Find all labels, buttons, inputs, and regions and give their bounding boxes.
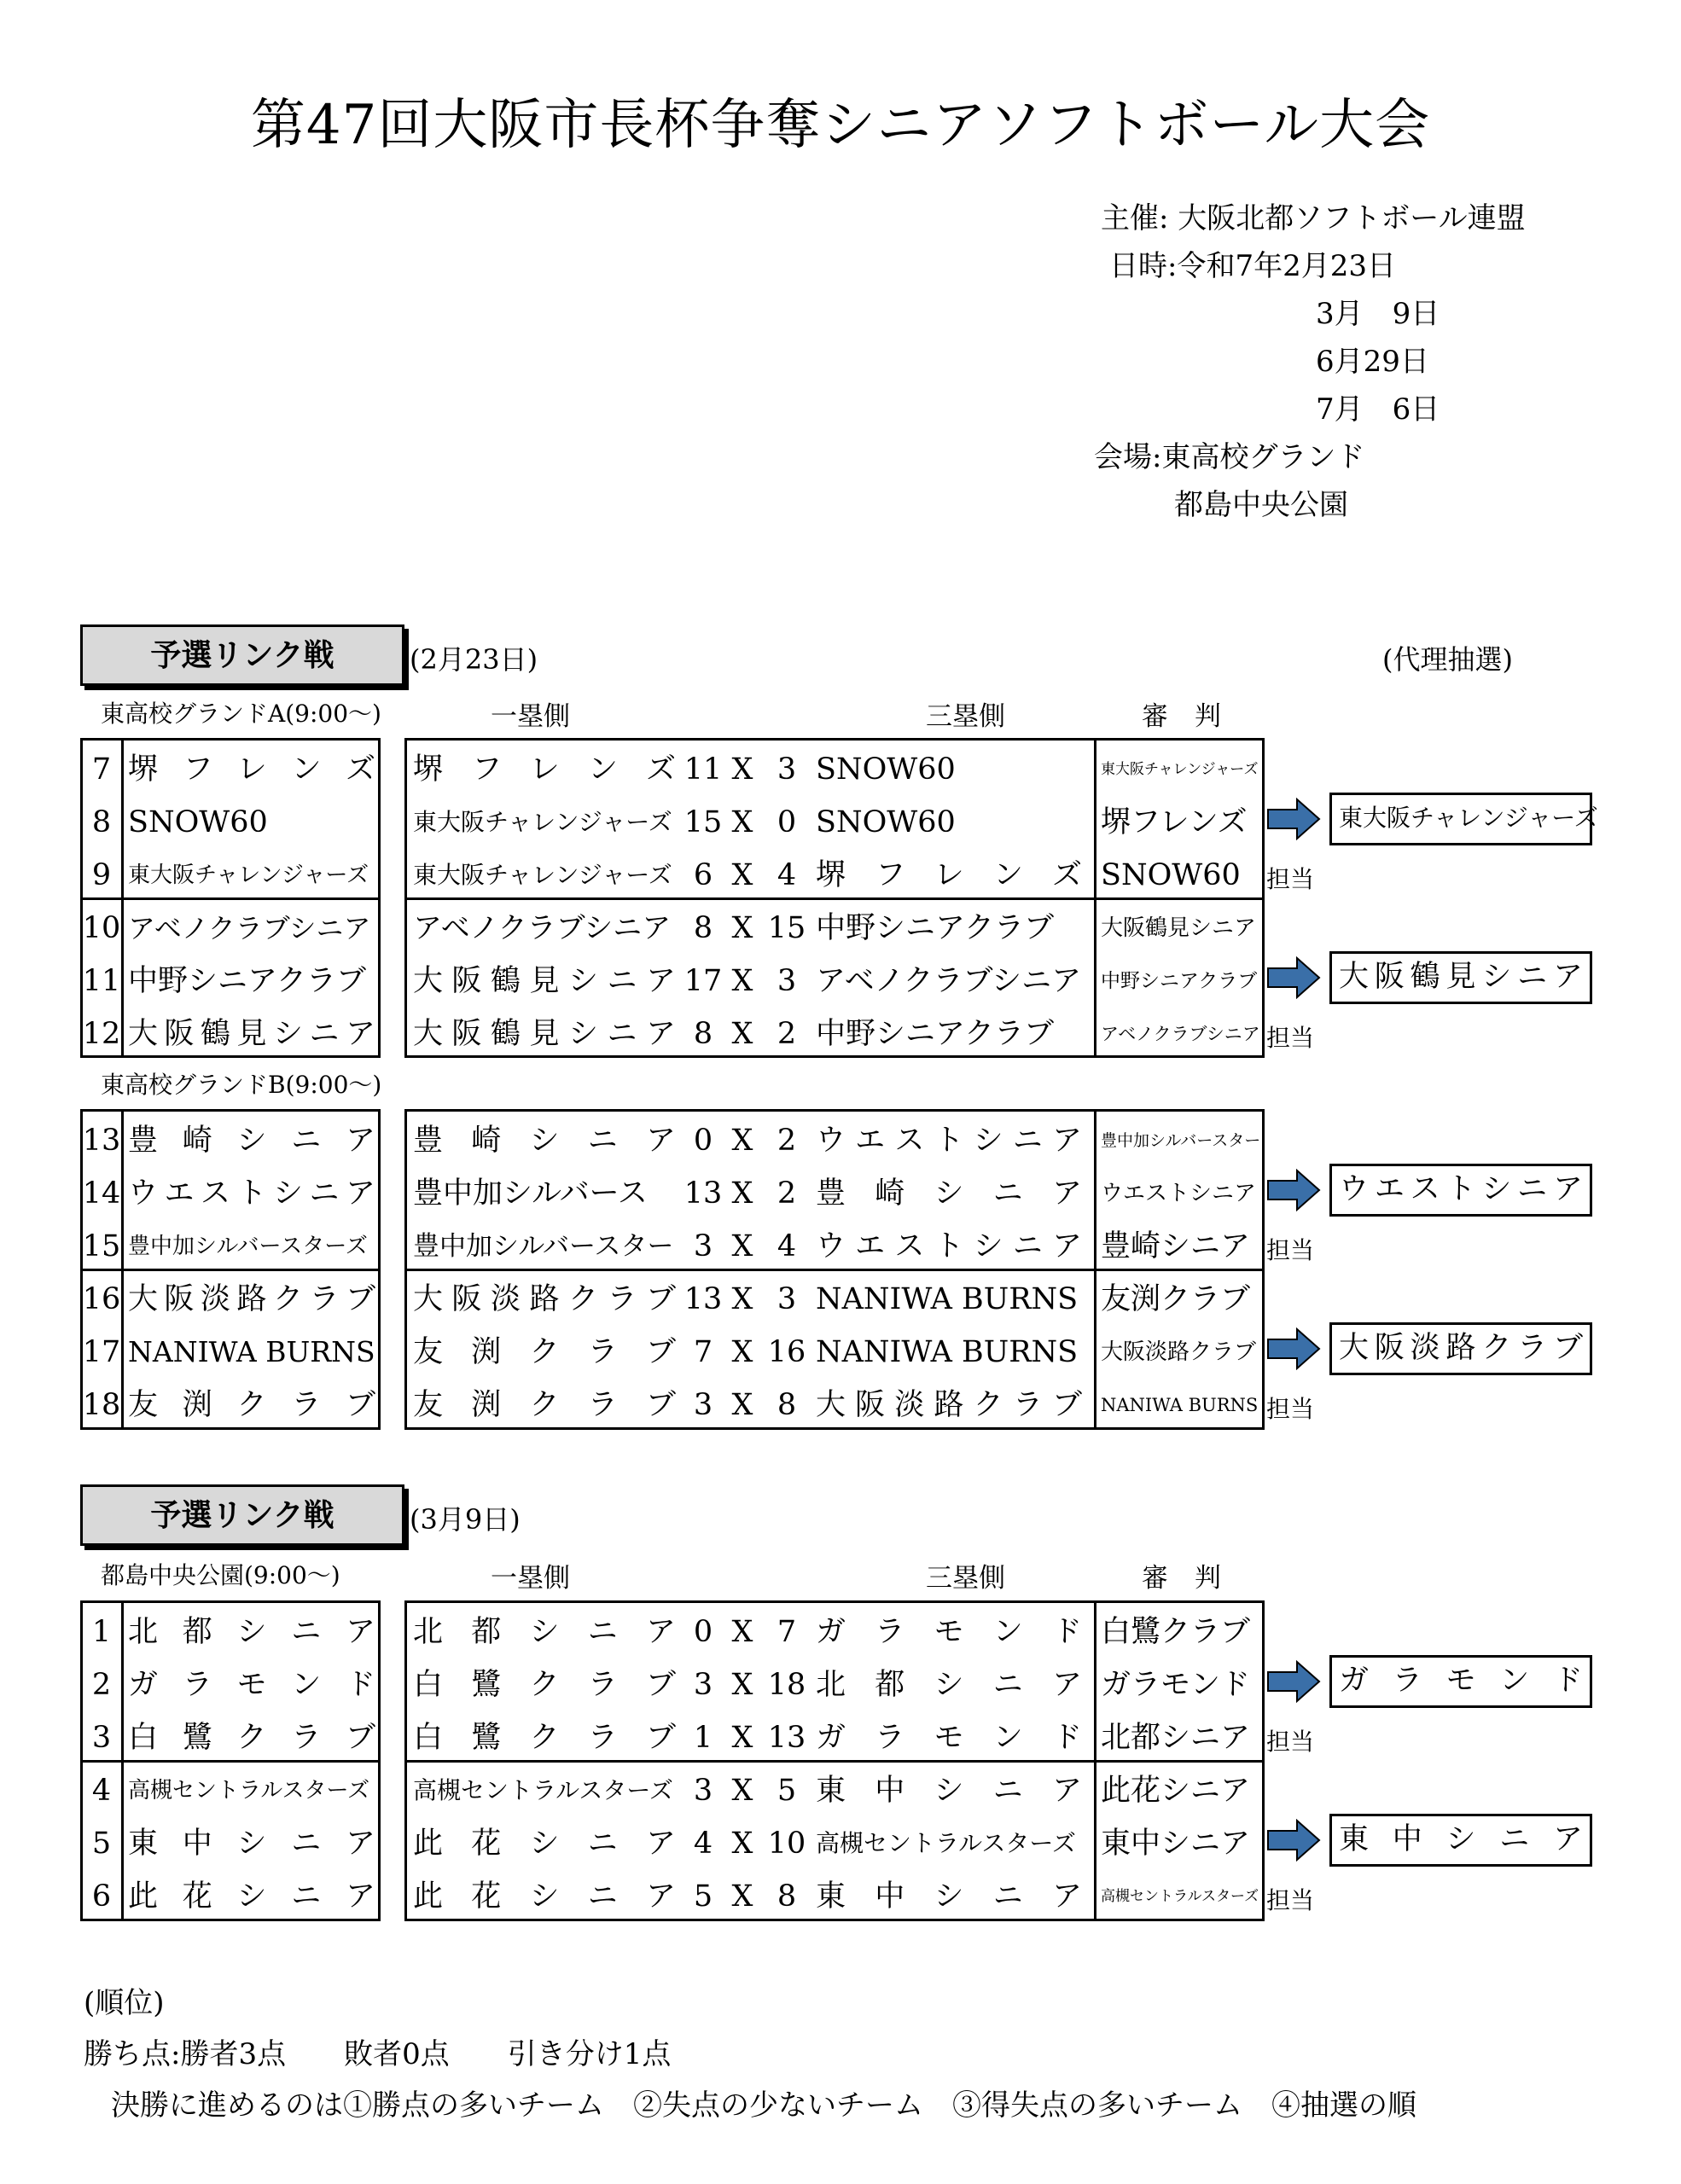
- third-base-score: 3: [777, 964, 797, 998]
- versus-mark: X: [731, 1388, 753, 1422]
- venue-1: 会場:東高校グランド: [1094, 440, 1365, 474]
- first-base-score: 17: [683, 964, 723, 998]
- third-base-score: 8: [777, 1388, 797, 1422]
- team-number: 2: [91, 1668, 112, 1702]
- first-base-team: 大阪淡路クラブ: [413, 1282, 676, 1316]
- umpire-team: 高槻セントラルスターズ: [1101, 1888, 1259, 1905]
- umpire-team: 友渕クラブ: [1101, 1282, 1251, 1316]
- team-number: 15: [82, 1229, 121, 1263]
- versus-mark: X: [731, 1229, 753, 1263]
- third-base-team: ウエストシニア: [816, 1229, 1082, 1263]
- versus-mark: X: [731, 805, 753, 839]
- third-base-team: NANIWA BURNS: [816, 1335, 1079, 1369]
- versus-mark: X: [731, 1879, 753, 1914]
- umpire-team: 東中シニア: [1101, 1827, 1251, 1861]
- ranking-heading: (順位): [84, 1986, 165, 2020]
- third-base-score: 18: [767, 1668, 806, 1702]
- third-base-team: 堺フレンズ: [816, 858, 1082, 892]
- venue-name: 東高校グランドA(9:00～): [101, 700, 381, 728]
- versus-mark: X: [731, 1282, 753, 1316]
- team-number: 17: [82, 1335, 121, 1369]
- third-base-score: 3: [777, 752, 797, 787]
- group-winner: 大阪淡路クラブ: [1329, 1322, 1592, 1375]
- versus-mark: X: [731, 1615, 753, 1649]
- umpire-team: 豊崎シニア: [1101, 1229, 1251, 1263]
- third-base-team: 豊崎シニア: [816, 1176, 1082, 1211]
- umpire-team: 大阪鶴見シニア: [1101, 915, 1257, 941]
- team-number: 9: [91, 858, 112, 892]
- umpire-team: NANIWA BURNS: [1101, 1395, 1259, 1415]
- first-base-header: 一塁側: [491, 701, 570, 732]
- team-name: SNOW60: [128, 805, 268, 839]
- umpire-header: 審 判: [1142, 1563, 1221, 1594]
- third-base-score: 8: [777, 1879, 797, 1914]
- first-base-score: 8: [693, 911, 713, 945]
- versus-mark: X: [731, 858, 753, 892]
- first-base-team: 豊中加シルバースター: [413, 1231, 674, 1262]
- umpire-team: アベノクラブシニア: [1101, 1024, 1260, 1044]
- team-name: 高槻セントラルスターズ: [128, 1778, 370, 1804]
- group-winner: 大阪鶴見シニア: [1329, 951, 1592, 1004]
- first-base-team: 豊中加シルバース: [413, 1176, 648, 1211]
- arrow-right-icon: [1266, 1660, 1321, 1703]
- team-number: 6: [91, 1879, 112, 1914]
- versus-mark: X: [731, 752, 753, 787]
- third-base-team: ガラモンド: [816, 1615, 1082, 1649]
- stage-date: (3月9日): [410, 1503, 521, 1536]
- points-rule: 勝ち点:勝者3点 敗者0点 引き分け1点: [84, 2037, 672, 2071]
- umpire-team: ガラモンド: [1101, 1668, 1251, 1702]
- versus-mark: X: [731, 964, 753, 998]
- third-base-score: 4: [777, 858, 797, 892]
- arrow-right-icon: [1266, 1819, 1321, 1862]
- third-base-score: 0: [777, 805, 797, 839]
- third-base-score: 7: [777, 1615, 797, 1649]
- third-base-header: 三塁側: [926, 701, 1005, 732]
- team-name: 豊中加シルバースターズ: [128, 1234, 368, 1259]
- first-base-team: 東大阪チャレンジャーズ: [413, 861, 672, 889]
- third-base-team: SNOW60: [816, 805, 956, 839]
- group-winner: 東中シニア: [1329, 1814, 1592, 1867]
- umpire-team: 中野シニアクラブ: [1101, 970, 1258, 992]
- versus-mark: X: [731, 1124, 753, 1158]
- stage-label: 予選リンク戦: [80, 624, 404, 686]
- first-base-score: 4: [693, 1827, 713, 1861]
- versus-mark: X: [731, 1668, 753, 1702]
- first-base-score: 0: [693, 1615, 713, 1649]
- first-base-team: 友渕クラブ: [413, 1335, 676, 1369]
- third-base-score: 3: [777, 1282, 797, 1316]
- stage-date: (2月23日): [410, 643, 538, 676]
- first-base-score: 1: [693, 1721, 713, 1755]
- date-1: 日時:令和7年2月23日: [1109, 249, 1396, 283]
- draw-note: (代理抽選): [1382, 643, 1513, 676]
- first-base-team: 大阪鶴見シニア: [413, 1017, 676, 1051]
- team-name: 此花シニア: [128, 1879, 375, 1914]
- team-name: NANIWA BURNS: [128, 1335, 375, 1368]
- umpire-team: 堺フレンズ: [1101, 805, 1248, 839]
- third-base-team: 中野シニアクラブ: [816, 1017, 1054, 1051]
- in-charge-label: 担当: [1266, 1395, 1315, 1423]
- team-number: 10: [82, 911, 121, 945]
- team-number: 1: [91, 1615, 112, 1649]
- umpire-team: 大阪淡路クラブ: [1101, 1339, 1257, 1365]
- third-base-score: 2: [777, 1124, 797, 1158]
- versus-mark: X: [731, 1176, 753, 1211]
- team-name: 友渕クラブ: [128, 1388, 375, 1422]
- team-name: 大阪淡路クラブ: [128, 1282, 375, 1316]
- third-base-score: 15: [767, 911, 806, 945]
- first-base-score: 6: [693, 858, 713, 892]
- first-base-team: アベノクラブシニア: [413, 911, 672, 945]
- first-base-score: 7: [693, 1335, 713, 1369]
- team-number: 4: [91, 1774, 112, 1808]
- first-base-score: 3: [693, 1774, 713, 1808]
- versus-mark: X: [731, 1017, 753, 1051]
- group-winner: ウエストシニア: [1329, 1164, 1592, 1217]
- date-3: 6月29日: [1316, 345, 1429, 379]
- team-number: 14: [82, 1176, 121, 1211]
- team-number: 3: [91, 1721, 112, 1755]
- team-name: 北都シニア: [128, 1615, 375, 1649]
- third-base-team: アベノクラブシニア: [816, 964, 1082, 998]
- date-2: 3月 9日: [1316, 297, 1440, 331]
- first-base-team: 東大阪チャレンジャーズ: [413, 808, 672, 836]
- team-number: 13: [82, 1124, 121, 1158]
- third-base-team: NANIWA BURNS: [816, 1282, 1079, 1316]
- stage-label: 予選リンク戦: [80, 1484, 404, 1546]
- team-name: 東中シニア: [128, 1827, 375, 1861]
- first-base-score: 5: [693, 1879, 713, 1914]
- third-base-team: 東中シニア: [816, 1774, 1082, 1808]
- third-base-team: 高槻セントラルスターズ: [816, 1829, 1076, 1857]
- team-name: 大阪鶴見シニア: [128, 1017, 375, 1051]
- first-base-team: 豊崎シニア: [413, 1124, 676, 1158]
- umpire-header: 審 判: [1142, 701, 1221, 732]
- arrow-right-icon: [1266, 1169, 1321, 1211]
- venue-name: 東高校グランドB(9:00～): [101, 1071, 382, 1099]
- team-number: 5: [91, 1827, 112, 1861]
- third-base-team: 北都シニア: [816, 1668, 1082, 1702]
- team-name: ウエストシニア: [128, 1176, 375, 1211]
- umpire-team: SNOW60: [1101, 858, 1241, 892]
- first-base-score: 8: [693, 1017, 713, 1051]
- in-charge-label: 担当: [1266, 1728, 1315, 1756]
- organizer: 主催: 大阪北都ソフトボール連盟: [1101, 201, 1526, 235]
- first-base-score: 0: [693, 1124, 713, 1158]
- third-base-score: 4: [777, 1229, 797, 1263]
- team-number: 12: [82, 1017, 121, 1051]
- first-base-team: 此花シニア: [413, 1879, 676, 1914]
- group-winner: ガラモンド: [1329, 1655, 1592, 1708]
- first-base-score: 13: [683, 1176, 723, 1211]
- versus-mark: X: [731, 1827, 753, 1861]
- first-base-score: 3: [693, 1388, 713, 1422]
- first-base-header: 一塁側: [491, 1563, 570, 1594]
- first-base-team: 高槻セントラルスターズ: [413, 1776, 673, 1804]
- team-number: 16: [82, 1282, 121, 1316]
- third-base-header: 三塁側: [926, 1563, 1005, 1594]
- first-base-score: 15: [683, 805, 723, 839]
- third-base-team: 大阪淡路クラブ: [816, 1388, 1082, 1422]
- date-4: 7月 6日: [1316, 392, 1440, 427]
- umpire-team: 白鷺クラブ: [1101, 1615, 1251, 1649]
- team-name: 白鷺クラブ: [128, 1721, 375, 1755]
- versus-mark: X: [731, 1335, 753, 1369]
- umpire-team: 此花シニア: [1101, 1774, 1251, 1808]
- third-base-score: 10: [767, 1827, 806, 1861]
- team-name: アベノクラブシニア: [128, 912, 371, 944]
- in-charge-label: 担当: [1266, 1024, 1315, 1052]
- team-name: 豊崎シニア: [128, 1124, 375, 1158]
- venue-2: 都島中央公園: [1174, 488, 1348, 522]
- team-number: 8: [91, 805, 112, 839]
- venue-name: 都島中央公園(9:00～): [101, 1561, 340, 1589]
- first-base-score: 3: [693, 1668, 713, 1702]
- umpire-team: 東大阪チャレンジャーズ: [1101, 761, 1259, 778]
- advance-rule: 決勝に進めるのは①勝点の多いチーム ②失点の少ないチーム ③得失点の多いチーム ④抽選の順: [111, 2088, 1416, 2123]
- in-charge-label: 担当: [1266, 1886, 1315, 1914]
- versus-mark: X: [731, 1721, 753, 1755]
- first-base-team: 此花シニア: [413, 1827, 676, 1861]
- arrow-right-icon: [1266, 956, 1321, 999]
- page-title: 第47回大阪市長杯争奪シニアソフトボール大会: [250, 94, 1431, 157]
- first-base-team: 堺フレンズ: [413, 752, 676, 787]
- first-base-team: 白鷺クラブ: [413, 1721, 676, 1755]
- third-base-team: SNOW60: [816, 752, 956, 787]
- arrow-right-icon: [1266, 798, 1321, 840]
- third-base-score: 2: [777, 1176, 797, 1211]
- arrow-right-icon: [1266, 1327, 1321, 1370]
- team-name: ガラモンド: [128, 1668, 375, 1702]
- in-charge-label: 担当: [1266, 1236, 1315, 1264]
- team-name: 東大阪チャレンジャーズ: [128, 863, 369, 888]
- first-base-team: 白鷺クラブ: [413, 1668, 676, 1702]
- third-base-score: 2: [777, 1017, 797, 1051]
- third-base-score: 13: [767, 1721, 806, 1755]
- group-winner: 東大阪チャレンジャーズ: [1329, 793, 1592, 845]
- in-charge-label: 担当: [1266, 865, 1315, 893]
- team-number: 7: [91, 752, 112, 787]
- first-base-team: 北都シニア: [413, 1615, 676, 1649]
- third-base-team: ガラモンド: [816, 1721, 1082, 1755]
- first-base-team: 友渕クラブ: [413, 1388, 676, 1422]
- umpire-team: 豊中加シルバースター: [1101, 1131, 1261, 1150]
- versus-mark: X: [731, 911, 753, 945]
- third-base-team: ウエストシニア: [816, 1124, 1082, 1158]
- third-base-team: 東中シニア: [816, 1879, 1082, 1914]
- first-base-team: 大阪鶴見シニア: [413, 964, 676, 998]
- third-base-team: 中野シニアクラブ: [816, 911, 1054, 945]
- umpire-team: 北都シニア: [1101, 1721, 1251, 1755]
- versus-mark: X: [731, 1774, 753, 1808]
- third-base-score: 16: [767, 1335, 806, 1369]
- team-number: 18: [82, 1388, 121, 1422]
- first-base-score: 13: [683, 1282, 723, 1316]
- umpire-team: ウエストシニア: [1101, 1181, 1257, 1206]
- team-name: 堺フレンズ: [128, 752, 375, 787]
- first-base-score: 3: [693, 1229, 713, 1263]
- first-base-score: 11: [683, 752, 723, 787]
- third-base-score: 5: [777, 1774, 797, 1808]
- team-name: 中野シニアクラブ: [128, 964, 366, 998]
- team-number: 11: [82, 964, 121, 998]
